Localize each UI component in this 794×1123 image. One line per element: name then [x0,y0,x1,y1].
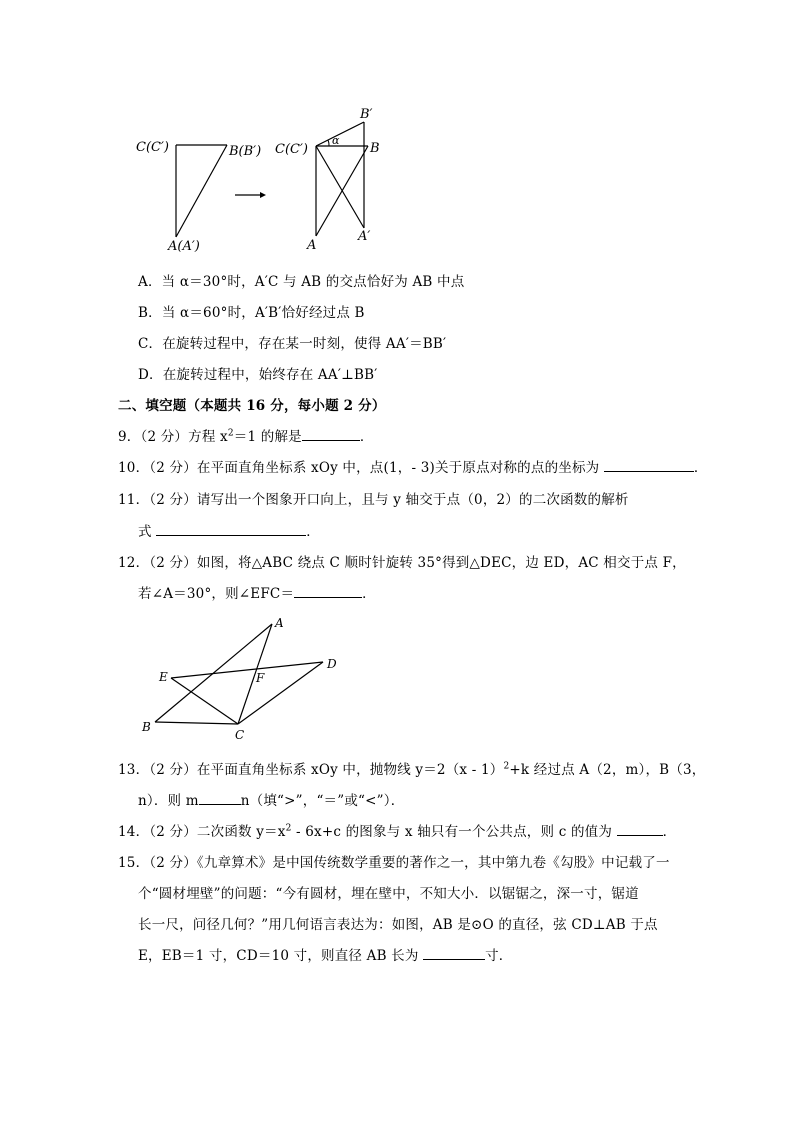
label-A-right: A [307,238,317,253]
question-14: 14．（2 分）二次函数 $y=x^2 - 6x+c$ 的图象与 x 轴只有一个公共点，则 c 的值为 ． [118,823,677,840]
option-c: C．在旋转过程中，存在某一时刻，使得 AA′＝BB′ [138,336,447,352]
label-Bprime-right: B′ [360,107,373,122]
label-alpha: α [332,134,340,147]
option-b: B．当 α＝60°时，A′B′恰好经过点 B [138,305,365,321]
rotation-figure [130,100,420,260]
label-C-right: C(C′) [275,142,308,157]
option-d: D．在旋转过程中，始终存在 AA′⊥BB′ [138,367,378,383]
label-B: B [142,720,151,734]
label-C: C [235,728,245,742]
label-E: E [159,670,168,684]
label-A-left: A(A′) [168,239,200,254]
answer-blank[interactable] [423,947,485,960]
question-12: 12．（2 分）如图，将△ABC 绕点 C 顺时针旋转 35°得到△DEC，边 ED，AC 相交于点 F， [118,555,686,571]
arrow-head-icon [260,192,266,198]
label-B-right: B [370,141,380,156]
answer-blank[interactable] [604,459,694,472]
label-A: A [275,616,284,630]
label-F: F [256,671,265,685]
question-13: 13．（2 分）在平面直角坐标系 xOy 中，抛物线 y＝2（x - 1）$^2$+k 经过点 A（2，m），B（3， [118,761,706,778]
triangle-rotation-figure [135,612,350,747]
answer-blank[interactable] [156,523,306,536]
question-12-continued: 若∠A＝30°，则∠EFC＝ ． [138,586,376,602]
question-13-continued: n）．则 m n（填“>”，“＝”或“<”）． [138,793,405,809]
label-D: D [327,657,337,671]
label-B-left: B(B′) [229,144,262,159]
question-15-line4: E，EB＝1 寸，CD＝10 寸，则直径 AB 长为 寸． [138,948,513,964]
question-15-line3: 长一尺，问径几何？”用几何语言表达为：如图，AB 是⊙O 的直径，弦 CD⊥AB 于点 [138,917,658,933]
answer-blank[interactable] [294,585,362,598]
question-10: 10．（2 分）在平面直角坐标系 xOy 中，点(1，- 3)关于原点对称的点的坐标为 ． [118,460,708,476]
question-15: 15．（2 分）《九章算术》是中国传统数学重要的著作之一，其中第九卷《勾股》中记载了一 [118,855,670,871]
option-a: A．当 α＝30°时，A′C 与 AB 的交点恰好为 AB 中点 [138,274,465,290]
question-11: 11．（2 分）请写出一个图象开口向上，且与 y 轴交于点（0，2）的二次函数的解析 [118,492,629,508]
question-15-line2: 个“圆材埋壁”的问题：“今有圆材，埋在壁中，不知大小．以锯锯之，深一寸，锯道 [138,886,639,902]
answer-blank[interactable] [302,428,360,441]
question-9: 9．（2 分）方程 $x^2=1$ 的解是 ． [118,428,374,445]
question-11-continued: 式 ． [138,524,320,540]
answer-blank[interactable] [617,823,663,836]
label-C-left: C(C′) [136,140,169,155]
label-Aprime-right: A′ [358,229,371,244]
section-title: 二、填空题（本题共 16 分，每小题 2 分） [118,398,386,414]
answer-blank[interactable] [199,792,241,805]
